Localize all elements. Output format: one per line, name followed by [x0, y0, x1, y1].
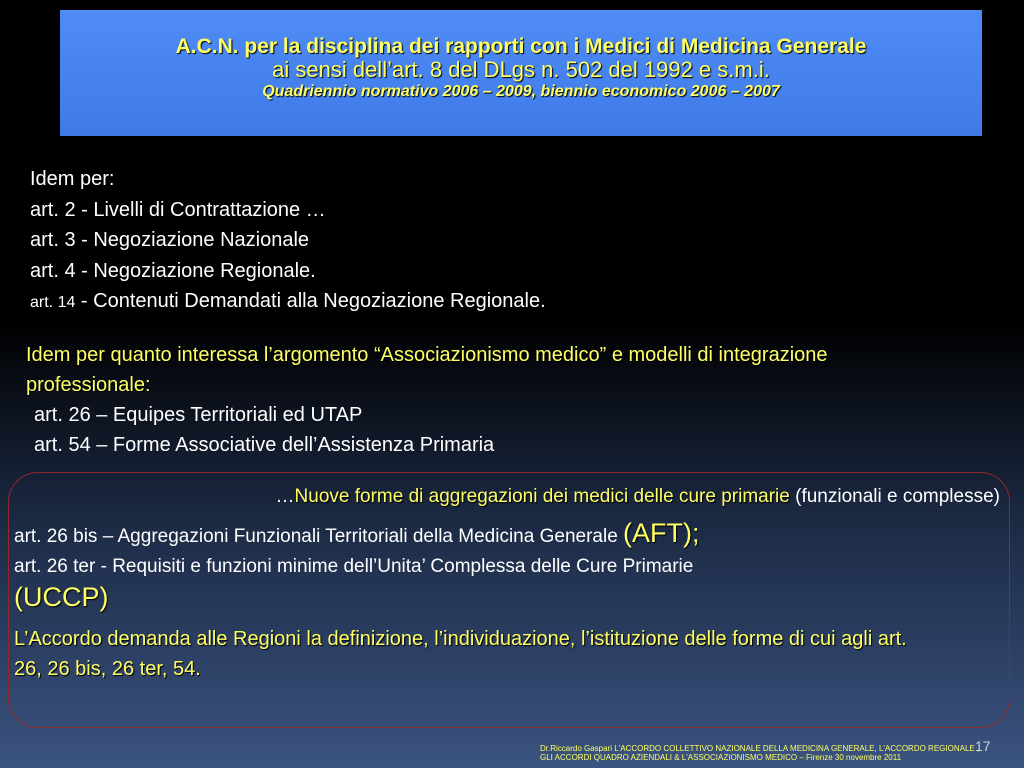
aft-line: art. 26 bis – Aggregazioni Funzionali Territoriali della Medicina Generale (AFT); [14, 518, 700, 548]
footer-line: Dr.Riccardo Gaspari L'ACCORDO COLLETTIVO NAZIONALE DELLA MEDICINA GENERALE, L'ACCORDO REGIONALE , [540, 744, 980, 753]
aft-label: (AFT); [623, 518, 700, 548]
associazionismo-section [26, 340, 926, 460]
reference-item: art. 2 - Livelli di Contrattazione … [30, 198, 326, 221]
associazionismo-item: art. 54 – Forme Associative dell’Assistenza Primaria [34, 434, 495, 456]
header-title: A.C.N. per la disciplina dei rapporti con i Medici di Medicina Generale [175, 35, 867, 58]
header-period: Quadriennio normativo 2006 – 2009, biennio economico 2006 – 2007 [262, 83, 780, 100]
highlight-box-content [14, 482, 1004, 684]
reference-item: art. 3 - Negoziazione Nazionale [30, 229, 310, 251]
uccp-line: art. 26 ter - Requisiti e funzioni minime dell’Unita’ Complessa delle Cure Primarie [14, 556, 694, 577]
slide-header [60, 10, 982, 136]
reference-item: art. 4 - Negoziazione Regionale. [30, 259, 316, 282]
header-subtitle: ai sensi dell’art. 8 del DLgs n. 502 del 1992 e s.m.i. [272, 57, 770, 82]
footer-line: GLI ACCORDI QUADRO AZIENDALI & L'ASSOCIAZIONISMO MEDICO – Firenze 30 novembre 2011 [540, 753, 902, 762]
uccp-label: (UCCP) [14, 582, 109, 612]
reference-text: - Contenuti Demandati alla Negoziazione Regionale. [75, 290, 546, 312]
references-list [30, 164, 546, 319]
slide-footer [540, 744, 1024, 762]
box-headline-suffix: (funzionali e complesse) [789, 486, 1000, 507]
page-number: 17 [975, 738, 991, 754]
box-headline: …Nuove forme di aggregazioni dei medici delle cure primarie (funzionali e complesse) [275, 486, 1000, 507]
associazionismo-item: art. 26 – Equipes Territoriali ed UTAP [34, 404, 363, 426]
reference-prefix: art. 14 [30, 294, 76, 311]
box-headline-text: Nuove forme di aggregazioni dei medici delle cure primarie [294, 486, 790, 507]
associazionismo-intro: Idem per quanto interessa l’argomento “Associazionismo medico” e modelli di integrazione professionale: [26, 344, 828, 396]
reference-item [30, 286, 546, 319]
references-intro: Idem per: [30, 168, 115, 190]
box-conclusion: L’Accordo demanda alle Regioni la definizione, l’individuazione, l’istituzione delle forme di cui agli art. 26, 26 bis, 26 ter, 54. [14, 628, 907, 680]
